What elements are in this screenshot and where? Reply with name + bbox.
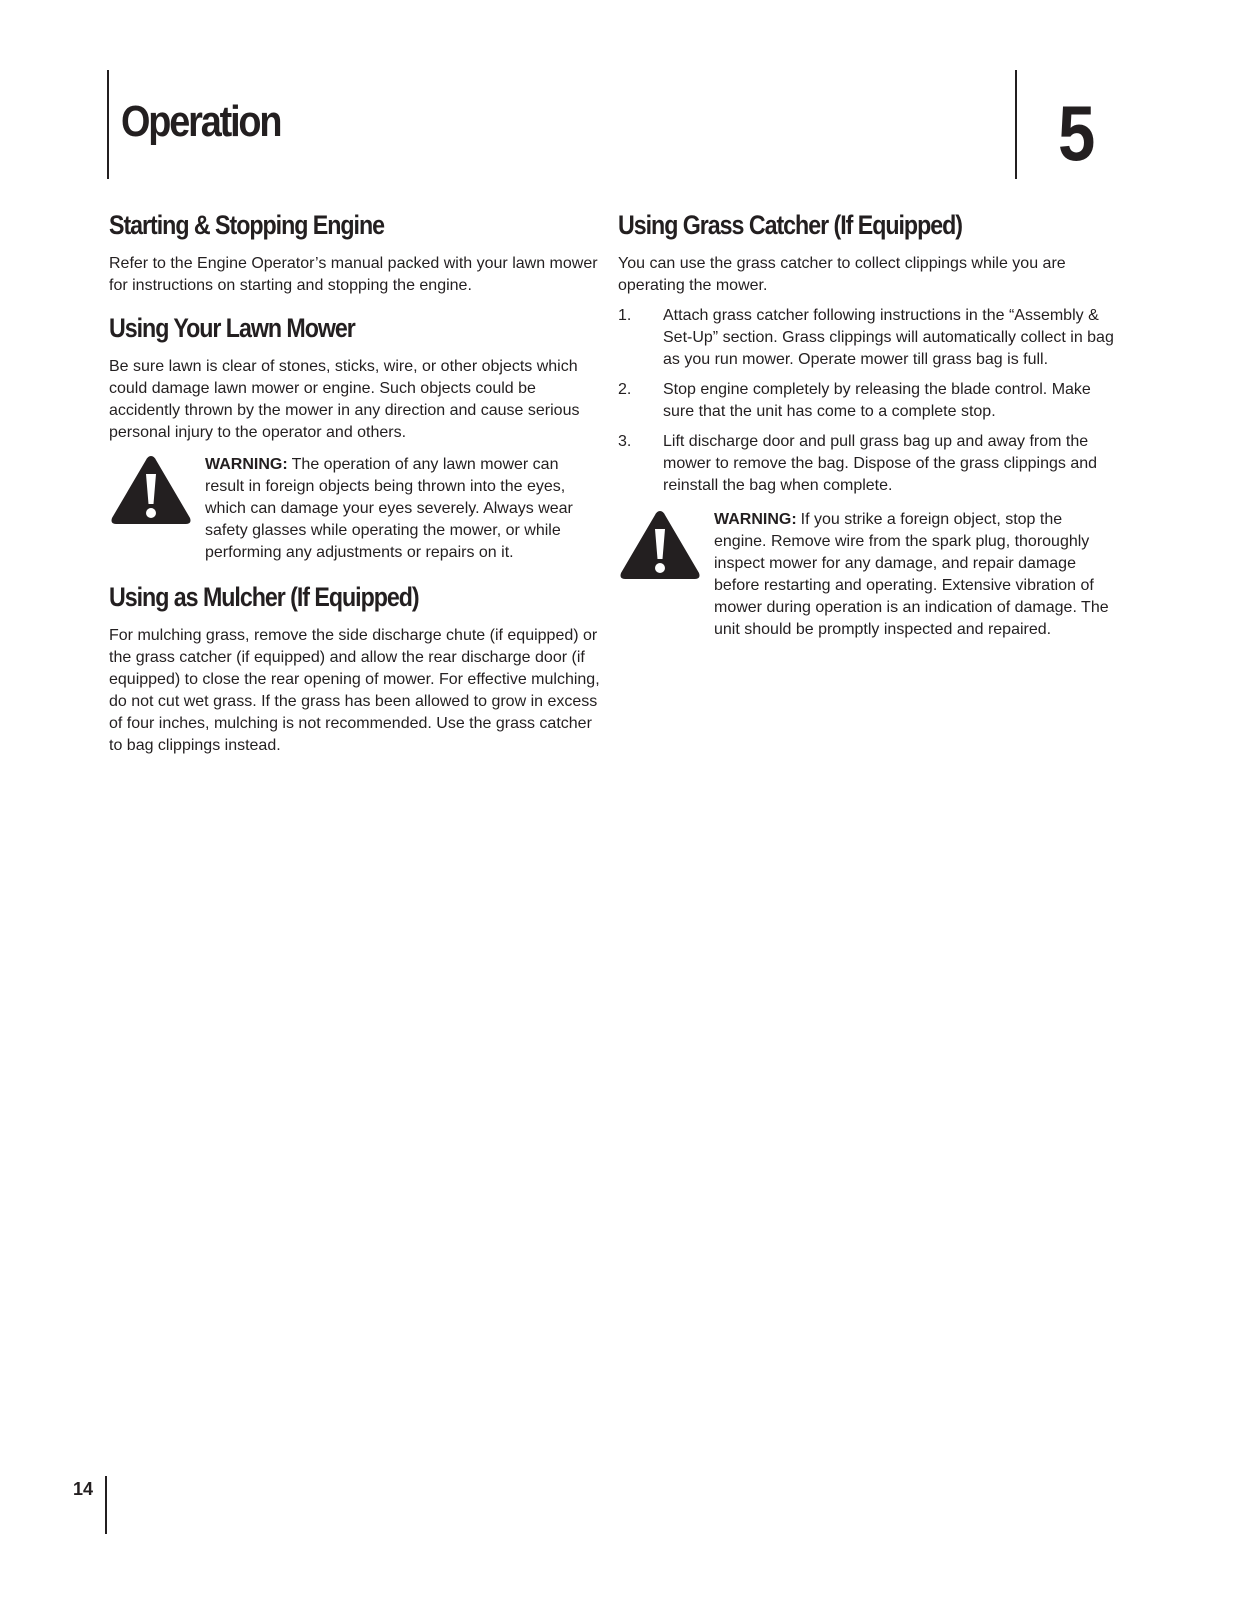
warning-block-foreign-object: [618, 509, 1118, 641]
warning-label: WARNING:: [205, 456, 288, 474]
warning-triangle-icon: [109, 452, 193, 528]
step-number: 3.: [618, 433, 632, 451]
step-text: Stop engine completely by releasing the blade control. Make sure that the unit has come to a complete stop.: [663, 381, 1091, 421]
section-heading-mulcher: Using as Mulcher (If Equipped): [109, 582, 419, 613]
step-text: Lift discharge door and pull grass bag up and away from the mower to remove the bag. Dispose of the grass clippings and reinstall the bag when complete.: [663, 433, 1098, 495]
header-rule-left: [107, 70, 109, 179]
section-heading-using-mower: Using Your Lawn Mower: [109, 313, 355, 344]
warning-message: The operation of any lawn mower can result in foreign objects being thrown into the eyes, which can damage your eyes severely. Always wear safety glasses while operating the mower, or while performing any adjustments or repairs on it.: [205, 456, 573, 562]
section-body-using-mower: Be sure lawn is clear of stones, sticks, wire, or other objects which could damage lawn mower or engine. Such objects could be accidently thrown by the mower in any direction and cause serious personal injury to the operator and others.: [109, 358, 580, 442]
section-body-mulcher: For mulching grass, remove the side discharge chute (if equipped) or the grass catcher (if equipped) and allow the rear discharge door (if equipped) to close the rear opening of mower. For effective mulching, do not cut wet grass. If the grass has been allowed to grow in excess of four inches, mulching is not recommended. Use the grass catcher to bag clippings instead.: [109, 627, 600, 755]
list-item: [618, 305, 1118, 371]
section-heading-grass-catcher: Using Grass Catcher (If Equipped): [618, 210, 962, 240]
warning-text-eyes: [205, 454, 601, 564]
warning-message: If you strike a foreign object, stop the engine. Remove wire from the spark plug, thoroughly inspect mower for any damage, and repair damage before restarting and operating. Extensive vibration of mower during operation is an indication of damage. The unit should be promptly inspected and repaired.: [714, 511, 1109, 639]
chapter-number: 5: [1058, 89, 1096, 177]
footer-rule: [105, 1476, 107, 1534]
step-number: 2.: [618, 381, 632, 399]
section-intro-grass-catcher: You can use the grass catcher to collect clippings while you are operating the mower.: [618, 255, 1066, 295]
steps-list: [618, 305, 1118, 497]
step-text: Attach grass catcher following instructions in the “Assembly & Set-Up” section. Grass clippings will automatically collect in bag as you run mower. Operate mower till grass bag is full.: [663, 307, 1114, 369]
warning-triangle-icon: [618, 507, 702, 583]
step-number: 1.: [618, 307, 632, 325]
section-body-starting: Refer to the Engine Operator’s manual packed with your lawn mower for instructions on starting and stopping the engine.: [109, 255, 598, 295]
list-item: [618, 379, 1118, 423]
section-heading-starting: Starting & Stopping Engine: [109, 210, 385, 240]
header-rule-right: [1015, 70, 1017, 179]
warning-block-eyes: [109, 454, 601, 564]
warning-text-foreign-object: [714, 509, 1118, 641]
right-column: [618, 208, 1118, 657]
left-column: [109, 208, 601, 771]
list-item: [618, 431, 1118, 497]
page-number: 14: [73, 1479, 94, 1499]
warning-label: WARNING:: [714, 511, 797, 529]
chapter-title: Operation: [121, 97, 281, 146]
